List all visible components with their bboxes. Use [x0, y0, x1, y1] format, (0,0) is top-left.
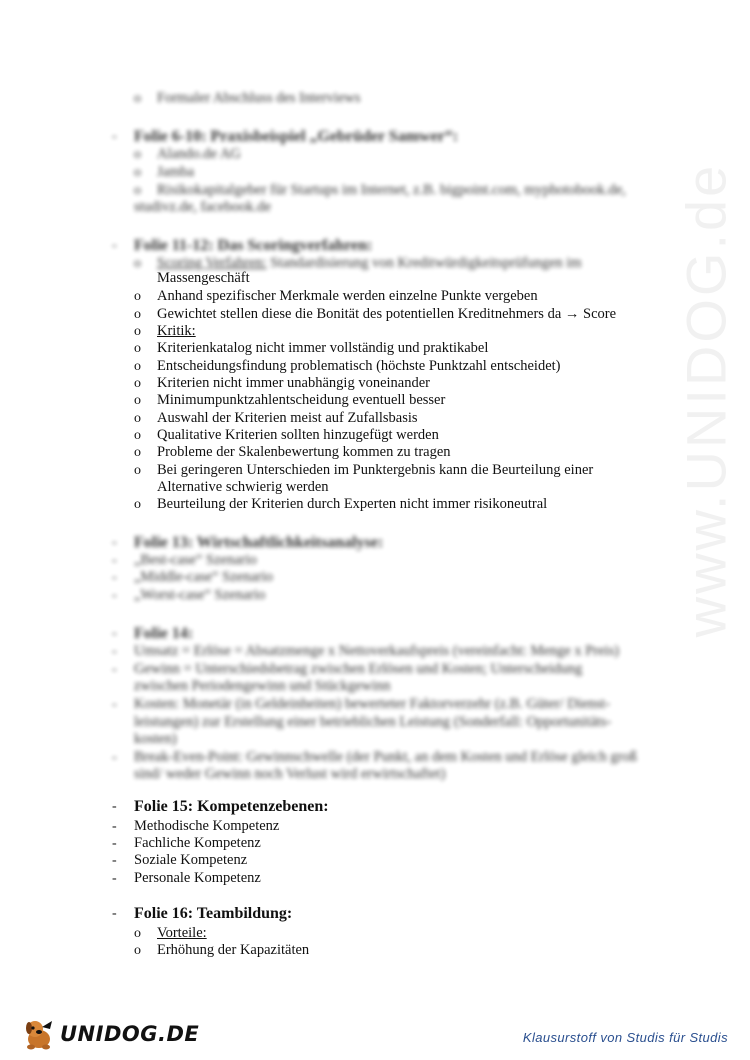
section-heading: Folie 16: Teambildung: [134, 905, 293, 922]
text-line: studivz.de, facebook.de [134, 199, 271, 215]
bullet-dash: - [112, 588, 117, 603]
list-item: Personale Kompetenz [134, 870, 261, 886]
bullet-dash: - [112, 535, 117, 550]
list-item: Gewichtet stellen diese die Bonität des potentiellen Kreditnehmers da → Score [157, 306, 617, 322]
section-heading: Folie 13: Wirtschaftlichkeitsanalyse: [134, 534, 384, 551]
bullet-dash: - [112, 238, 117, 253]
watermark: www.UNIDOG.de [674, 162, 738, 638]
bullet-circle: o [134, 926, 141, 941]
list-item-continuation: Alternative schwierig werden [157, 479, 329, 495]
list-item: Entscheidungsfindung problematisch (höchste Punktzahl entscheidet) [157, 358, 561, 374]
text-line: Massengeschäft [157, 270, 250, 286]
bullet-dash: - [112, 626, 117, 641]
bullet-circle: o [134, 183, 141, 198]
bullet-dash: - [112, 697, 117, 712]
list-item: Beurteilung der Kriterien durch Experten nicht immer risikoneutral [157, 496, 548, 512]
text-line: „Middle-case“ Szenario [134, 569, 273, 585]
text-line: leistungen) zur Erstellung einer betrieblichen Leistung (Sonderfall: Opportunitäts- [134, 714, 612, 730]
text-line: Formaler Abschluss des Interviews [157, 90, 361, 106]
bullet-dash: - [112, 129, 117, 144]
text-fragment: Standardisierung von Kreditwürdigkeitsprüfungen im [266, 255, 582, 271]
list-item: Kritik: [157, 323, 196, 339]
bullet-circle: o [134, 445, 141, 460]
bullet-circle: o [134, 463, 141, 478]
bullet-dash: - [112, 906, 117, 921]
text-line: Alando.de AG [157, 146, 241, 162]
text-line: Break-Even-Point: Gewinnschwelle (der Punkt, an dem Kosten und Erlöse gleich groß [134, 749, 637, 765]
bullet-circle: o [134, 147, 141, 162]
list-item: Kriterienkatalog nicht immer vollständig und praktikabel [157, 340, 489, 356]
bullet-circle: o [134, 376, 141, 391]
bullet-circle: o [134, 411, 141, 426]
bullet-dash: - [112, 553, 117, 568]
list-item: Vorteile: [157, 925, 207, 941]
bullet-dash: - [112, 853, 117, 868]
list-item: Anhand spezifischer Merkmale werden einzelne Punkte vergeben [157, 288, 538, 304]
list-item: Auswahl der Kriterien meist auf Zufallsbasis [157, 410, 418, 426]
bullet-dash: - [112, 799, 117, 814]
bullet-dash: - [112, 750, 117, 765]
underlined-term: Scoring Verfahren: [157, 255, 267, 271]
unidog-logo[interactable] [22, 1016, 199, 1052]
bullet-circle: o [134, 91, 141, 106]
list-item: Soziale Kompetenz [134, 852, 248, 868]
section-heading: Folie 15: Kompetenzebenen: [134, 798, 329, 815]
text-line: zwischen Periodengewinn und Stückgewinn [134, 678, 391, 694]
list-item: Methodische Kompetenz [134, 818, 280, 834]
list-item: Erhöhung der Kapazitäten [157, 942, 310, 958]
bullet-circle: o [134, 307, 141, 322]
bullet-circle: o [134, 393, 141, 408]
list-item: Probleme der Skalenbewertung kommen zu tragen [157, 444, 451, 460]
text-line: Kosten: Monetär (in Geldeinheiten) bewerteter Faktorverzehr (z.B. Güter/ Dienst- [134, 696, 610, 712]
bullet-circle: o [134, 341, 141, 356]
bullet-dash: - [112, 819, 117, 834]
text-line: kosten) [134, 731, 177, 747]
text-line: „Best-case“ Szenario [134, 552, 257, 568]
section-heading: Folie 14: [134, 625, 194, 642]
text-line: Umsatz = Erlöse = Absatzmenge x Nettoverkaufspreis (vereinfacht: Menge x Preis) [134, 643, 620, 659]
bullet-circle: o [134, 165, 141, 180]
list-item: Fachliche Kompetenz [134, 835, 261, 851]
bullet-circle: o [134, 497, 141, 512]
list-item: Bei geringeren Unterschieden im Punktergebnis kann die Beurteilung einer [157, 462, 594, 478]
bullet-circle: o [134, 359, 141, 374]
list-item: Qualitative Kriterien sollten hinzugefügt werden [157, 427, 439, 443]
dog-mascot-icon [22, 1017, 56, 1051]
bullet-dash: - [112, 570, 117, 585]
bullet-circle: o [134, 428, 141, 443]
bullet-circle: o [134, 324, 141, 339]
section-heading: Folie 11-12: Das Scoringverfahren: [134, 237, 373, 254]
list-item: Kriterien nicht immer unabhängig voneinander [157, 375, 430, 391]
bullet-dash: - [112, 644, 117, 659]
text-line: Jamba [157, 164, 195, 180]
section-heading: Folie 6-10: Praxisbeispiel „Gebrüder Samwer“: [134, 128, 459, 145]
list-item: Minimumpunktzahlentscheidung eventuell besser [157, 392, 446, 408]
bullet-circle: o [134, 256, 141, 271]
text-line: „Worst-case“ Szenario [134, 587, 266, 603]
text-line: Risikokapitalgeber für Startups im Internet, z.B. bigpoint.com, myphotobook.de, [157, 182, 626, 198]
text-line: Gewinn = Unterschiedsbetrag zwischen Erlösen und Kosten; Unterscheidung [134, 661, 583, 677]
footer-tagline: Klausurstoff von Studis für Studis [522, 1030, 728, 1045]
bullet-circle: o [134, 943, 141, 958]
bullet-circle: o [134, 289, 141, 304]
bullet-dash: - [112, 836, 117, 851]
bullet-dash: - [112, 871, 117, 886]
text-line: sind/ weder Gewinn noch Verlust wird erwirtschaftet) [134, 766, 446, 782]
logo-text: UNIDOG.DE [60, 1022, 200, 1046]
bullet-dash: - [112, 662, 117, 677]
